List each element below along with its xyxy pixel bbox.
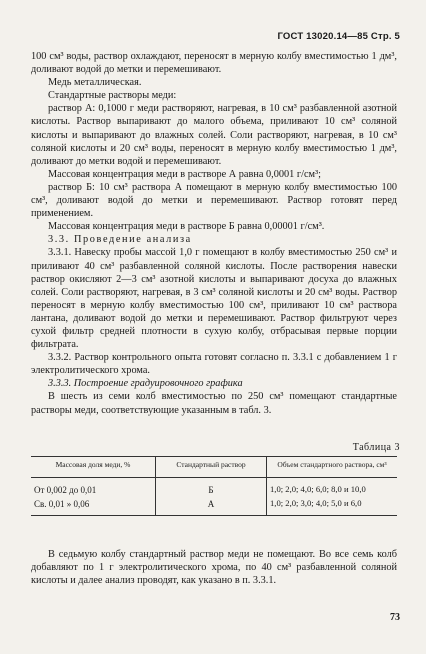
paragraph-solution-b: раствор Б: 10 см³ раствора А помещают в мерную колбу вместимостью 100 см³, доливают водой до метки и перемешивают. Раствор готовят перед применением. <box>31 181 397 220</box>
page-number: 73 <box>390 612 400 623</box>
paragraph-concentration-b: Массовая концентрация меди в растворе Б равна 0,00001 г/см³. <box>48 221 325 233</box>
table-title: Таблица 3 <box>352 442 400 453</box>
page-header: ГОСТ 13020.14—85 Стр. 5 <box>277 31 400 42</box>
cell-solution: Б <box>156 478 267 498</box>
table-row <box>31 478 397 498</box>
paragraph-water: 100 см³ воды, раствор охлаждают, переносят в мерную колбу вместимостью 1 дм³, доливают водой до метки и перемешивают. <box>31 51 397 76</box>
header-standard-solution: Стандартный раствор <box>156 457 267 478</box>
paragraph-standard-solutions: Стандартные растворы меди: <box>48 90 177 102</box>
paragraph-solution-a: раствор А: 0,1000 г меди растворяют, нагревая, в 10 см³ разбавленной азотной кислоты. Раствор выпаривают до малого объема, приливают 10 см³ соляной кислоты и выпаривают до влажных солей. Соли растворяют, нагревая, в 10 см³ соляной кислоты и 20 см³ воды, переносят в мерную колбу вместимостью 1 дм³, доливают до метки водой и перемешивают. <box>31 103 397 167</box>
paragraph-copper-metal: Медь металлическая. <box>48 77 142 89</box>
header-mass-fraction: Массовая доля меди, % <box>31 457 156 478</box>
table-row <box>31 497 397 516</box>
after-table-text <box>31 548 397 587</box>
cell-solution: А <box>156 497 267 516</box>
header-volume: Объем стандартного раствора, см³ <box>267 457 398 478</box>
paragraph-seventh-flask: В седьмую колбу стандартный раствор меди не помещают. Во все семь колб добавляют по 1 г электролитического хрома, по 40 см³ разбавленной соляной кислоты и далее анализ проводят, как указано в п. 3.3.1. <box>31 549 397 587</box>
paragraph-concentration-a: Массовая концентрация меди в растворе А равна 0,0001 г/см³; <box>48 168 322 180</box>
table-header-row <box>31 457 397 478</box>
paragraph-3-3-1: 3.3.1. Навеску пробы массой 1,0 г помещают в колбу вместимостью 250 см³ и приливают 40 см³ разбавленной соляной кислоты. После растворения навески раствор окисляют 2—3 см³ азотной кислоты и выпаривают досуха до влажных солей. Соли растворяют, нагревая, в 3 см³ соляной кислоты и 20 см³ воды. Раствор переносят в мерную колбу вместимостью 100 см³, приливают 10 см³ раствора лантана, доливают водой до метки и перемешивают. Раствор фильтруют через сухой фильтр средней плотности в сухую колбу, отбрасывая первые порции фильтрата. <box>31 247 397 351</box>
cell-range: От 0,002 до 0,01 <box>34 485 97 495</box>
paragraph-3-3-2: 3.3.2. Раствор контрольного опыта готовят согласно п. 3.3.1 с добавлением 1 г электролитического хрома. <box>31 352 397 377</box>
data-table <box>31 456 397 516</box>
section-heading-analysis: 3.3. Проведение анализа <box>48 234 192 246</box>
cell-range: Св. 0,01 » 0,06 <box>31 497 156 516</box>
subsection-heading-calibration: 3.3.3. Построение градуировочного графика <box>48 378 243 390</box>
cell-volumes: 1,0; 2,0; 4,0; 6,0; 8,0 и 10,0 <box>267 478 398 498</box>
body-text <box>31 50 397 417</box>
cell-volumes: 1,0; 2,0; 3,0; 4,0; 5,0 и 6,0 <box>267 497 398 516</box>
paragraph-flasks: В шесть из семи колб вместимостью по 250 см³ помещают стандартные растворы меди, соответствующие указанным в табл. 3. <box>31 391 397 416</box>
